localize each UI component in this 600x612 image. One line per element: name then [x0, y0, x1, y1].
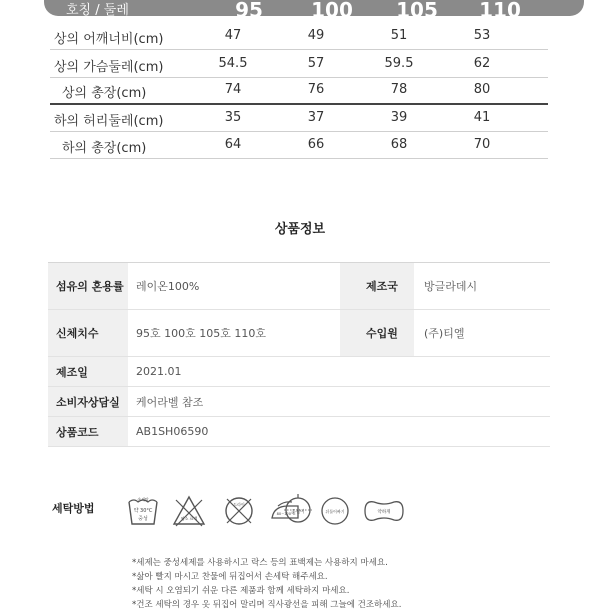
size-col-110: 110	[479, 0, 521, 22]
no-bleach-text: 염소 표백	[180, 516, 198, 521]
wash-temp-text: 약 30°C	[133, 508, 153, 514]
cell: 80	[473, 82, 491, 97]
cell: 70	[473, 137, 491, 152]
cell: 49	[307, 28, 325, 43]
cell: 76	[307, 82, 325, 97]
cell: 64	[224, 137, 242, 152]
size-row-shoulder	[50, 22, 548, 50]
product-info-table	[48, 262, 550, 447]
wash-bottom-text: 중성	[138, 516, 148, 522]
washing-notes	[132, 556, 572, 612]
row-label: 상의 총장(cm)	[62, 86, 147, 101]
cell: 51	[390, 28, 408, 43]
size-row-chest	[50, 50, 548, 78]
info-key: 제조일	[48, 357, 128, 386]
washing-note: *세탁 시 오염되기 쉬운 다른 제품과 함께 세탁하지 마세요.	[132, 586, 350, 596]
wet-ok-text: 웃걸이	[291, 510, 305, 515]
info-key: 소비자상담실	[48, 387, 128, 416]
info-value: AB1SH06590	[136, 425, 209, 438]
info-value: 케어라벨 참조	[136, 395, 204, 409]
cell: 62	[473, 56, 491, 71]
hanging-dry-icon	[281, 492, 315, 526]
cell: 41	[473, 110, 491, 125]
info-row	[48, 417, 550, 447]
info-row	[48, 357, 550, 387]
size-row-top-length	[50, 76, 548, 105]
size-table-header	[44, 0, 584, 22]
wash-top-text: 손세탁	[137, 497, 149, 502]
washing-title: 세탁방법	[52, 502, 95, 515]
row-label: 하의 허리둘레(cm)	[54, 114, 164, 129]
hand-wash-icon	[126, 494, 160, 528]
info-key: 수입원	[340, 310, 414, 356]
info-key: 제조국	[340, 263, 414, 309]
no-wring-icon	[318, 494, 352, 528]
info-row	[48, 263, 550, 310]
info-value: 방글라데시	[424, 280, 478, 293]
no-bleach-icon	[172, 494, 206, 528]
info-row	[48, 387, 550, 417]
iron-text: 80~120°C	[276, 512, 296, 516]
row-label: 하의 총장(cm)	[62, 141, 147, 156]
row-label: 상의 가슴둘레(cm)	[54, 60, 164, 75]
product-info-title: 상품정보	[274, 222, 326, 237]
cell: 47	[224, 28, 242, 43]
size-col-95: 95	[235, 0, 263, 22]
cell: 37	[307, 110, 325, 125]
squeeze-text: 뒤틀어짜기	[325, 509, 345, 514]
cell: 39	[390, 110, 408, 125]
dryclean-text: 드라이	[233, 502, 245, 507]
size-row-waist	[50, 104, 548, 132]
cell: 68	[390, 137, 408, 152]
info-value: (주)티엘	[424, 327, 465, 340]
cell: 54.5	[218, 56, 248, 71]
washing-note: *건조 세탁의 경우 옷 뒤집어 말리며 직사광선을 피해 그늘에 건조하세요.	[132, 600, 402, 610]
size-col-105: 105	[396, 0, 438, 22]
info-key: 상품코드	[48, 417, 128, 446]
size-row-bottom-length	[50, 131, 548, 159]
cell: 66	[307, 137, 325, 152]
cell: 53	[473, 28, 491, 43]
size-header-label: 호칭 / 둘레	[66, 3, 129, 18]
info-value: 레이온100%	[136, 280, 200, 293]
info-value: 95호 100호 105호 110호	[136, 327, 266, 340]
cell: 59.5	[384, 56, 414, 71]
cell: 35	[224, 110, 242, 125]
no-dryclean-icon	[222, 494, 256, 528]
cell: 57	[307, 56, 325, 71]
cell: 78	[390, 82, 408, 97]
info-value: 2021.01	[136, 365, 182, 378]
wring-text: 약하게	[377, 510, 391, 515]
info-key: 신체치수	[48, 310, 128, 356]
info-key: 섬유의 혼용률	[48, 263, 128, 309]
washing-note: *삶아 빨지 마시고 찬물에 뒤집어서 손세탁 해주세요.	[132, 572, 328, 582]
row-label: 상의 어깨너비(cm)	[54, 32, 164, 47]
info-row	[48, 310, 550, 357]
size-col-100: 100	[311, 0, 353, 22]
cell: 74	[224, 82, 242, 97]
gentle-twist-icon	[362, 494, 406, 528]
washing-note: *세제는 중성세제를 사용하시고 락스 등의 표백제는 사용하지 마세요.	[132, 558, 388, 568]
